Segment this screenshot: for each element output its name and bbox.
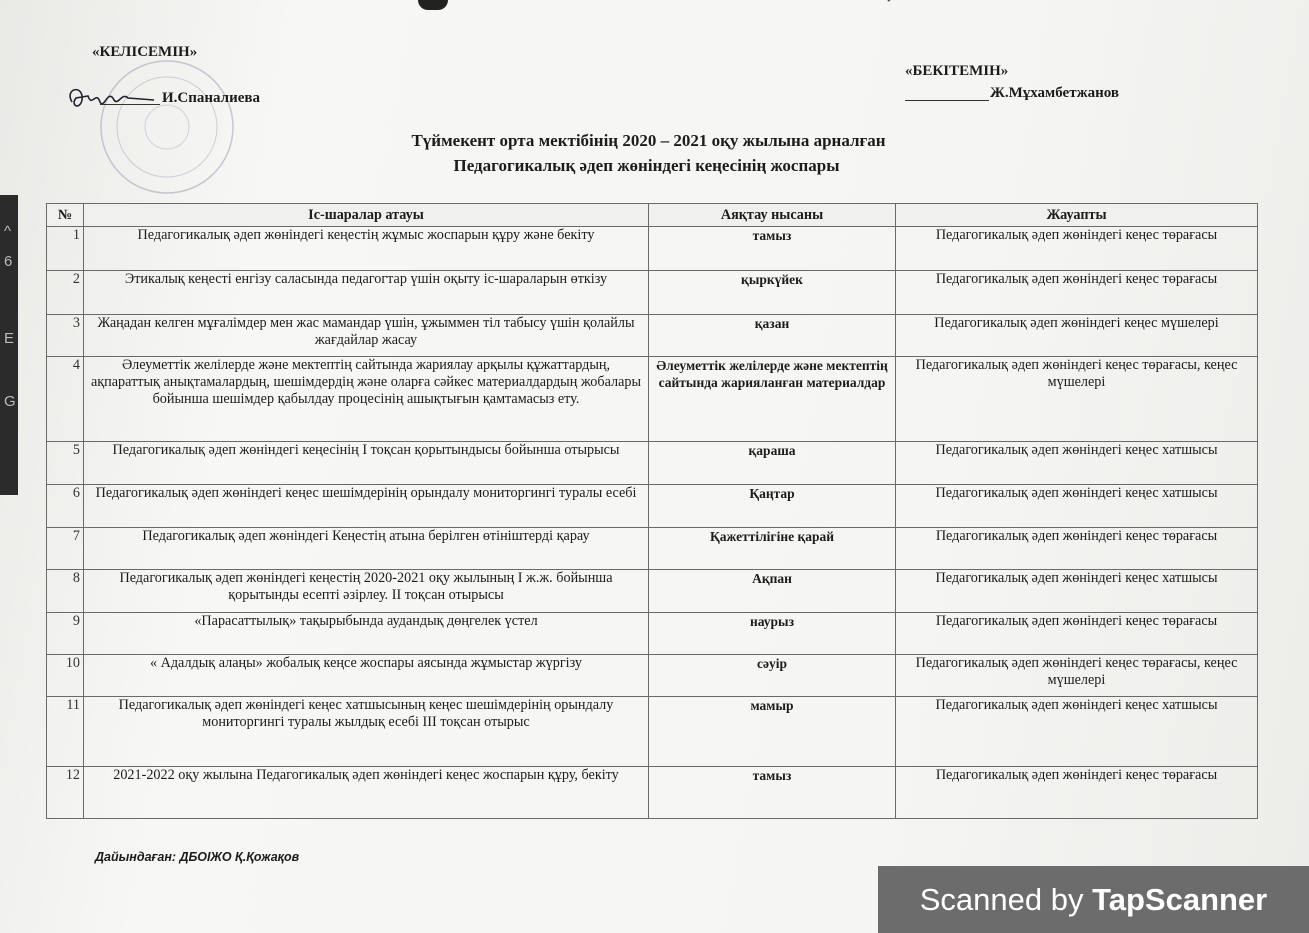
edge-glyph: E [4, 330, 15, 347]
scan-edge [0, 195, 18, 495]
edge-glyph: G [4, 393, 16, 410]
row-form: тамыз [649, 767, 896, 819]
row-form: қараша [649, 442, 896, 485]
row-responsible: Педагогикалық әдеп жөніндегі кеңес төрағасы [896, 528, 1258, 570]
row-number: 9 [47, 613, 84, 655]
row-number: 8 [47, 570, 84, 613]
agree-title: «КЕЛІСЕМІН» [92, 44, 198, 60]
table-header-row [47, 204, 1258, 227]
row-form: мамыр [649, 697, 896, 767]
table-row [47, 315, 1258, 357]
row-responsible: Педагогикалық әдеп жөніндегі кеңес хатшысы [896, 485, 1258, 528]
col-header-responsible: Жауапты [896, 204, 1258, 227]
row-activity: 2021-2022 оқу жылына Педагогикалық әдеп жөніндегі кеңес жоспарын құру, бекіту [84, 767, 649, 819]
table-row [47, 442, 1258, 485]
row-number: 2 [47, 271, 84, 315]
row-number: 7 [47, 528, 84, 570]
row-number: 11 [47, 697, 84, 767]
row-activity: Педагогикалық әдеп жөніндегі кеңес хатшысының кеңес шешімдерінің орындалу мониторгингі туралы жылдық есебі ІІІ тоқсан отырыс [84, 697, 649, 767]
row-form: Қажеттілігіне қарай [649, 528, 896, 570]
table-row [47, 570, 1258, 613]
row-responsible: Педагогикалық әдеп жөніндегі кеңес хатшысы [896, 570, 1258, 613]
row-activity: Педагогикалық әдеп жөніндегі кеңес шешімдерінің орындалу мониторгингі туралы есебі [84, 485, 649, 528]
row-number: 1 [47, 227, 84, 271]
table-row [47, 767, 1258, 819]
watermark-brand: TapScanner [1092, 882, 1268, 917]
row-form: тамыз [649, 227, 896, 271]
row-form: наурыз [649, 613, 896, 655]
agree-name: И.Спаналиева [162, 90, 260, 106]
table-row [47, 528, 1258, 570]
table-row [47, 485, 1258, 528]
row-activity: Педагогикалық әдеп жөніндегі кеңестің 2020-2021 оқу жылының І ж.ж. бойынша қорытынды есепті әзірлеу. ІІ тоқсан отырысы [84, 570, 649, 613]
table-row [47, 271, 1258, 315]
table-row [47, 227, 1258, 271]
signature [62, 80, 162, 120]
plan-table [46, 203, 1258, 819]
table-row [47, 697, 1258, 767]
table-row [47, 655, 1258, 697]
row-responsible: Педагогикалық әдеп жөніндегі кеңес хатшысы [896, 697, 1258, 767]
row-activity: «Парасаттылық» тақырыбында аудандық дөңгелек үстел [84, 613, 649, 655]
edge-glyph: ^ [4, 223, 12, 240]
row-responsible: Педагогикалық әдеп жөніндегі кеңес төрағасы [896, 767, 1258, 819]
row-form: Қаңтар [649, 485, 896, 528]
row-form: Ақпан [649, 570, 896, 613]
row-form: қазан [649, 315, 896, 357]
scanner-watermark [878, 866, 1309, 933]
row-activity: Педагогикалық әдеп жөніндегі кеңесінің І тоқсан қорытындысы бойынша отырысы [84, 442, 649, 485]
row-number: 10 [47, 655, 84, 697]
row-responsible: Педагогикалық әдеп жөніндегі кеңес төрағасы [896, 271, 1258, 315]
row-number: 6 [47, 485, 84, 528]
row-number: 4 [47, 357, 84, 442]
col-header-number: № [47, 204, 84, 227]
col-header-activity: Іс-шаралар атауы [84, 204, 649, 227]
document-title: Түймекент орта мектібінің 2020 – 2021 оқу жылына арналған [411, 131, 886, 150]
row-form: сәуір [649, 655, 896, 697]
row-responsible: Педагогикалық әдеп жөніндегі кеңес төрағасы, кеңес мүшелері [896, 655, 1258, 697]
row-activity: Жаңадан келген мұғалімдер мен жас мамандар үшін, ұжыммен тіл табысу үшін қолайлы жағдайлар жасау [84, 315, 649, 357]
watermark-prefix: Scanned by [919, 882, 1093, 917]
row-responsible: Педагогикалық әдеп жөніндегі кеңес мүшелері [896, 315, 1258, 357]
prepared-by: Дайындаған: ДБОІЖО Қ.Қожақов [95, 850, 300, 864]
signature-line [100, 104, 160, 105]
row-activity: Этикалық кеңесті енгізу саласында педагогтар үшін оқыту іс-шараларын өткізу [84, 271, 649, 315]
table-row [47, 613, 1258, 655]
row-activity: Педагогикалық әдеп жөніндегі Кеңестің атына берілген өтініштерді қарау [84, 528, 649, 570]
row-form: қыркүйек [649, 271, 896, 315]
row-number: 12 [47, 767, 84, 819]
row-activity: « Адалдық алаңы» жобалық кеңсе жоспары аясында жұмыстар жүргізу [84, 655, 649, 697]
row-activity: Әлеуметтік желілерде және мектептің сайтында жариялау арқылы құжаттардың, ақпараттық анықтамалардың, шешімдердің және оларға сәйкес материалдардың жобалары бойынша шешімдер қабылдау процесінің ашықтығын қамтамасыз ету. [84, 357, 649, 442]
row-activity: Педагогикалық әдеп жөніндегі кеңестің жұмыс жоспарын құру және бекіту [84, 227, 649, 271]
signature-line [905, 100, 989, 101]
row-form: Әлеуметтік желілерде және мектептің сайтында жарияланған материалдар [649, 357, 896, 442]
edge-glyph: 6 [4, 253, 13, 270]
row-number: 5 [47, 442, 84, 485]
approve-title: «БЕКІТЕМІН» [905, 63, 1009, 79]
table-row [47, 357, 1258, 442]
stamp-seal [85, 52, 255, 202]
col-header-form: Аяқтау нысаны [649, 204, 896, 227]
approve-name: Ж.Мұхамбетжанов [990, 85, 1120, 101]
row-responsible: Педагогикалық әдеп жөніндегі кеңес төрағасы [896, 613, 1258, 655]
document-subtitle: Педагогикалық әдеп жөніндегі кеңесінің жоспары [453, 156, 840, 175]
row-responsible: Педагогикалық әдеп жөніндегі кеңес хатшысы [896, 442, 1258, 485]
row-responsible: Педагогикалық әдеп жөніндегі кеңес төрағасы [896, 227, 1258, 271]
row-responsible: Педагогикалық әдеп жөніндегі кеңес төрағасы, кеңес мүшелері [896, 357, 1258, 442]
row-number: 3 [47, 315, 84, 357]
